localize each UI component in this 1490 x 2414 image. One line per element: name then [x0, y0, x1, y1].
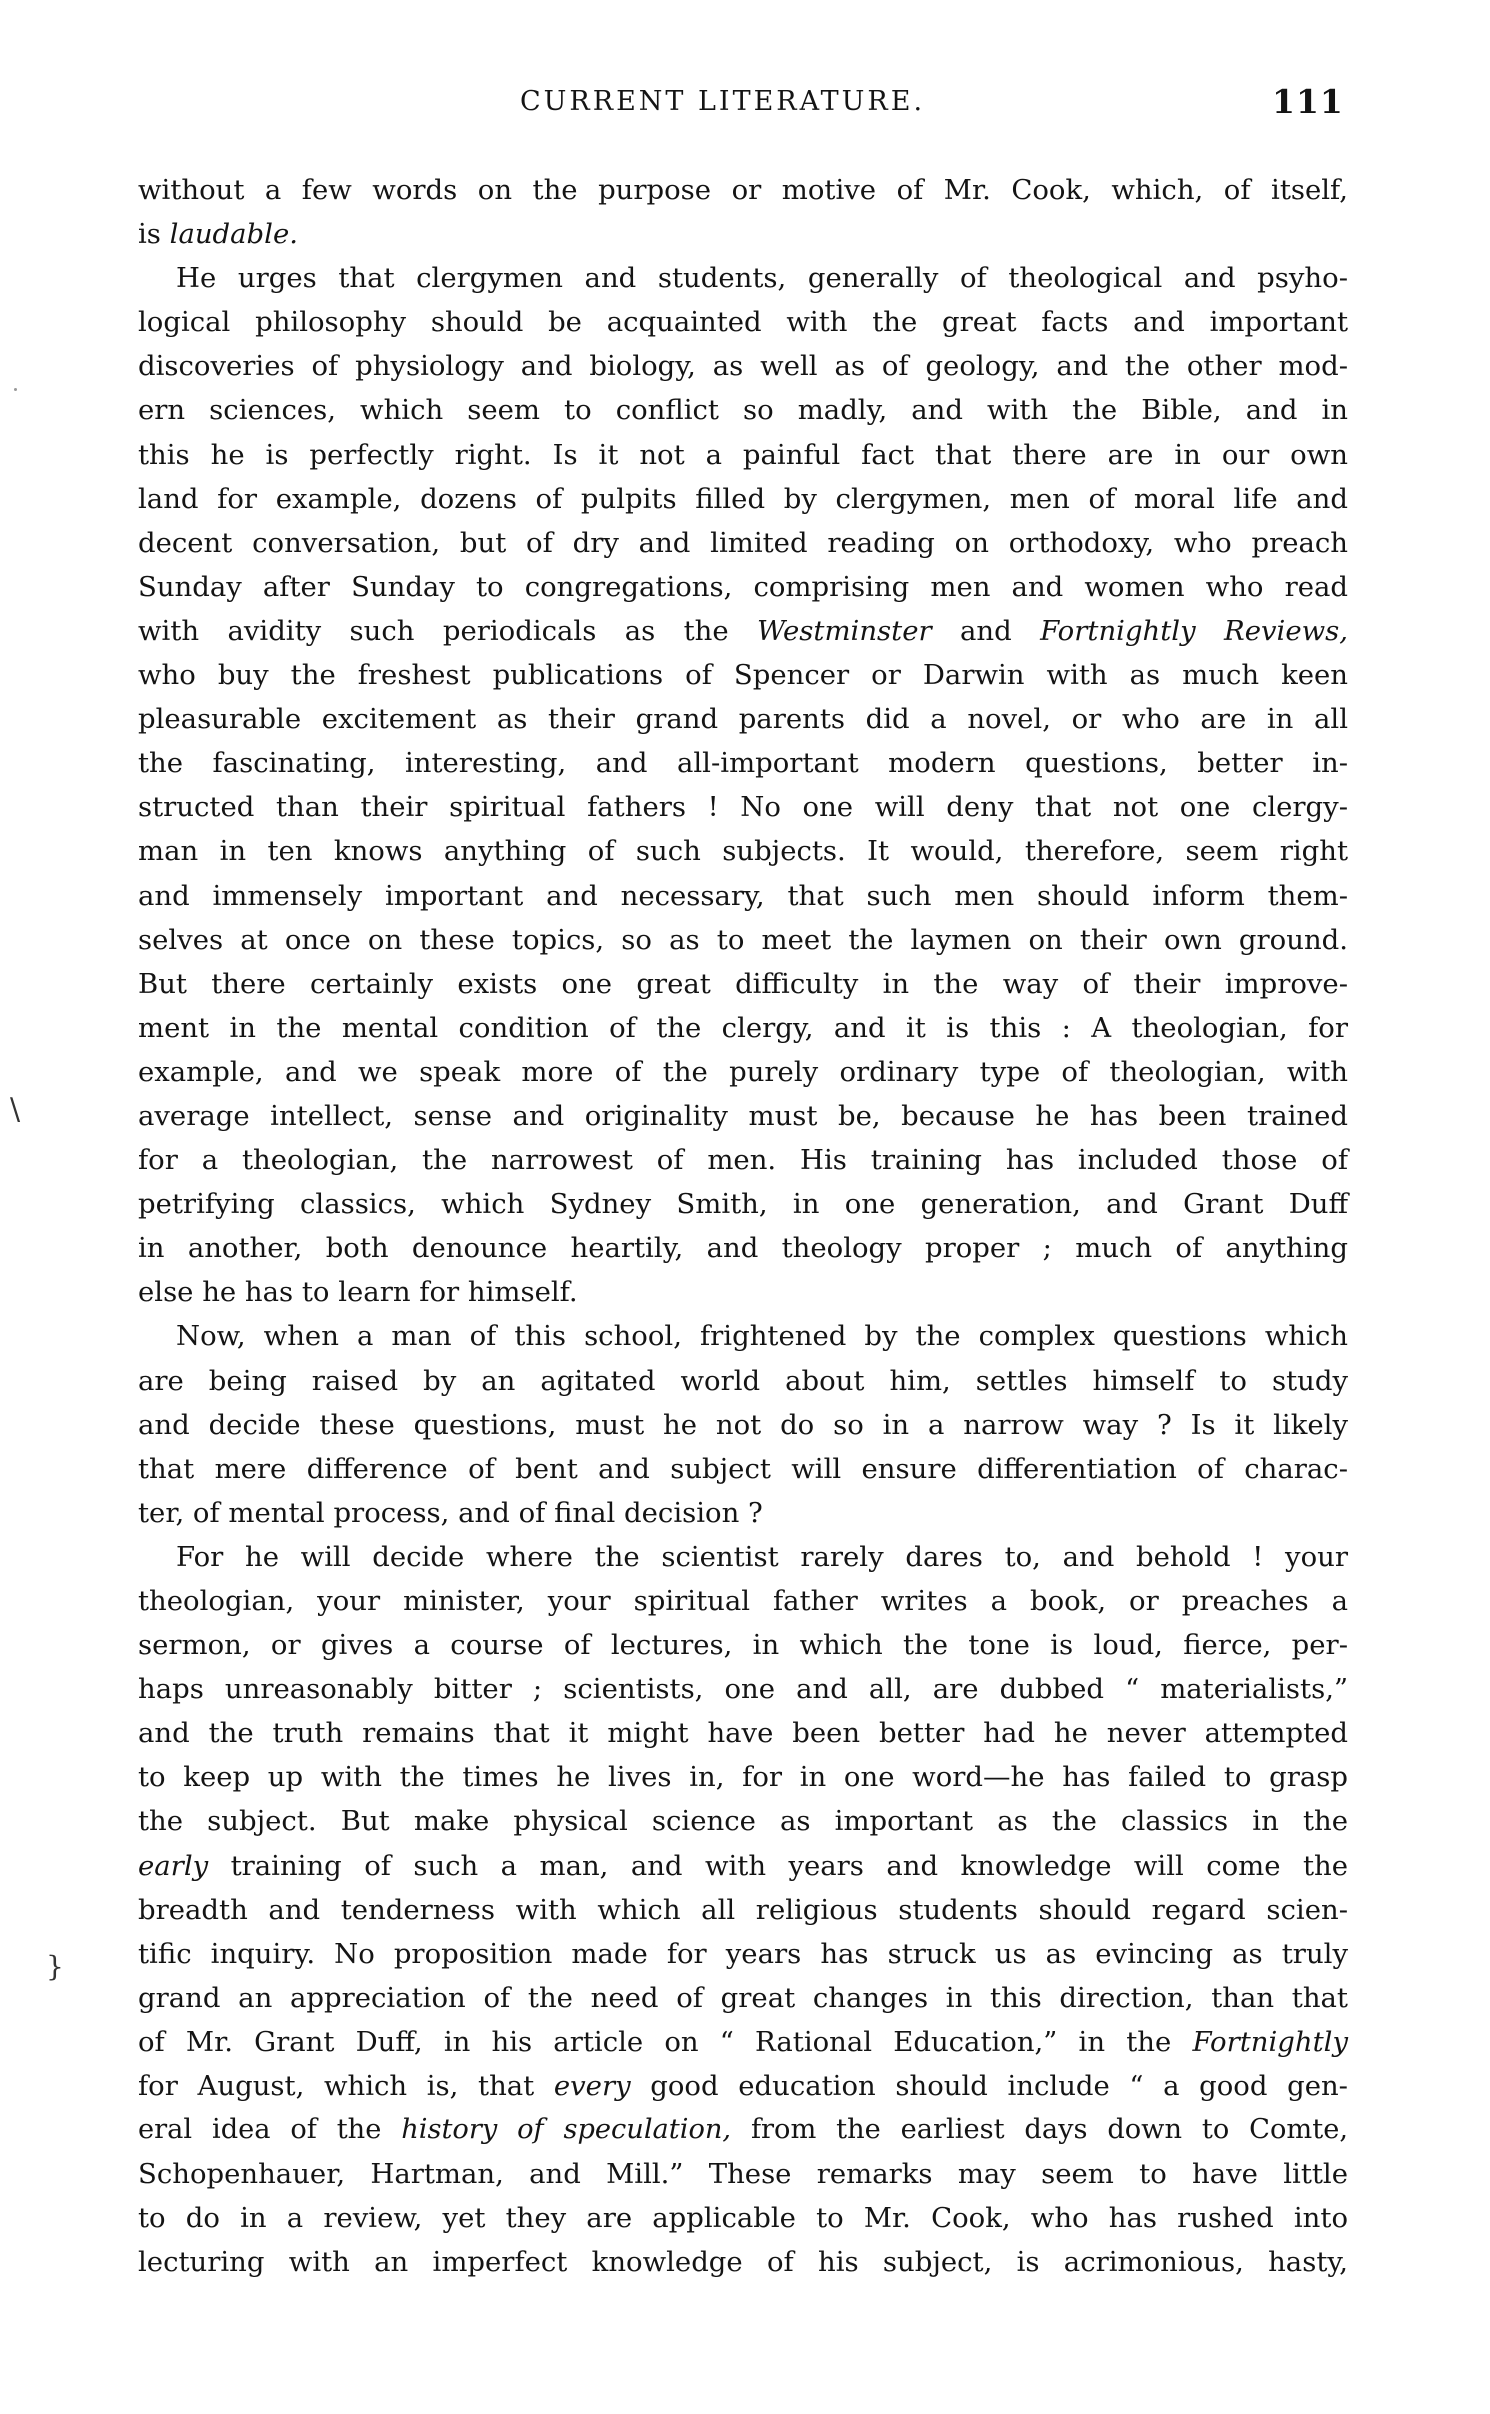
- italic-text: every: [553, 2070, 631, 2103]
- text-segment: without a few words on the purpose or motive of Mr. Cook, which, of itself,: [138, 174, 1348, 206]
- text-segment: pleasurable excitement as their grand parents did a novel, or who are in all: [138, 703, 1348, 736]
- text-line: [138, 1579, 1348, 1623]
- text-line: [138, 1050, 1348, 1094]
- text-segment: who buy the freshest publications of Spencer or Darwin with as much keen: [138, 659, 1348, 692]
- text-line: [138, 874, 1348, 918]
- text-segment: land for example, dozens of pulpits filled by clergymen, men of moral life and: [138, 482, 1348, 515]
- text-line: [138, 1623, 1348, 1667]
- text-segment: For he will decide where the scientist rarely dares to, and behold ! your: [176, 1540, 1348, 1573]
- text-line: [138, 918, 1348, 962]
- text-segment: grand an appreciation of the need of great changes in this direction, than that: [138, 1981, 1348, 2014]
- text-line: [138, 477, 1348, 521]
- text-line: [138, 1844, 1348, 1888]
- text-segment: else he has to learn for himself.: [138, 1276, 578, 1309]
- text-line: [138, 1888, 1348, 1932]
- text-line: [138, 1976, 1348, 2020]
- text-line: [138, 1755, 1348, 1799]
- text-segment: and the truth remains that it might have been better had he never attempted: [138, 1717, 1348, 1750]
- text-segment: that mere difference of bent and subject will ensure differentiation of charac-: [138, 1452, 1348, 1485]
- text-segment: and decide these questions, must he not do so in a narrow way ? Is it likely: [138, 1408, 1348, 1441]
- page-number: 111: [1272, 82, 1344, 121]
- text-segment: this he is perfectly right. Is it not a painful fact that there are in our own: [138, 438, 1348, 471]
- text-line: [138, 433, 1348, 477]
- text-segment: the subject. But make physical science as important as the classics in the: [138, 1805, 1348, 1838]
- text-segment: to do in a review, yet they are applicable to Mr. Cook, who has rushed into: [138, 2202, 1348, 2235]
- text-line: [138, 521, 1348, 565]
- text-line: [138, 1932, 1348, 1976]
- text-line: [138, 1270, 1348, 1314]
- text-segment: training of such a man, and with years and knowledge will come the: [208, 1849, 1348, 1882]
- text-line: [138, 785, 1348, 829]
- text-segment: theologian, your minister, your spiritual father writes a book, or preaches a: [138, 1585, 1348, 1617]
- margin-mark: }: [46, 1950, 64, 1983]
- text-segment: eral idea of the: [138, 2114, 402, 2146]
- text-line: [138, 1314, 1348, 1358]
- text-segment: But there certainly exists one great difficulty in the way of their improve-: [138, 967, 1348, 1000]
- text-segment: selves at once on these topics, so as to meet the laymen on their own ground.: [138, 923, 1348, 956]
- text-line: [138, 653, 1348, 697]
- text-segment: average intellect, sense and originality must be, because he has been trained: [138, 1099, 1348, 1132]
- text-line: [138, 168, 1348, 212]
- text-line: [138, 1138, 1348, 1182]
- text-line: [138, 1226, 1348, 1270]
- italic-text: Westminster: [757, 614, 932, 647]
- text-segment: is: [138, 218, 170, 251]
- text-segment: for August, which is, that: [138, 2070, 554, 2103]
- text-line: [138, 256, 1348, 300]
- text-segment: decent conversation, but of dry and limited reading on orthodoxy, who preach: [138, 526, 1348, 559]
- text-segment: He urges that clergymen and students, generally of theological and psyho-: [176, 262, 1348, 295]
- text-line: [138, 2240, 1348, 2284]
- margin-mark: \: [10, 1092, 21, 1127]
- text-segment: haps unreasonably bitter ; scientists, one and all, are dubbed “ materialists,”: [138, 1673, 1348, 1706]
- italic-text: history of speculation,: [401, 2114, 732, 2146]
- text-segment: logical philosophy should be acquainted with the great facts and important: [138, 306, 1348, 339]
- text-segment: good education should include “ a good gen-: [630, 2070, 1348, 2103]
- text-segment: with avidity such periodicals as the: [138, 614, 757, 647]
- text-line: [138, 1447, 1348, 1491]
- text-line: [138, 1006, 1348, 1050]
- text-segment: sermon, or gives a course of lectures, in which the tone is loud, fierce, per-: [138, 1629, 1348, 1662]
- italic-text: Fortnightly Reviews,: [1040, 614, 1348, 647]
- page-header: [0, 82, 1490, 126]
- text-segment: to keep up with the times he lives in, for in one word—he has failed to grasp: [138, 1761, 1348, 1794]
- text-segment: in another, both denounce heartily, and theology proper ; much of anything: [138, 1232, 1348, 1265]
- text-line: [138, 212, 1348, 256]
- text-line: [138, 344, 1348, 388]
- text-segment: of Mr. Grant Duff, in his article on “ Rational Education,” in the: [138, 2025, 1193, 2058]
- text-segment: the fascinating, interesting, and all-important modern questions, better in-: [138, 747, 1348, 780]
- text-line: [138, 2108, 1348, 2152]
- text-line: [138, 1182, 1348, 1226]
- text-line: [138, 1491, 1348, 1535]
- text-segment: ern sciences, which seem to conflict so madly, and with the Bible, and in: [138, 394, 1348, 427]
- text-line: [138, 829, 1348, 873]
- text-segment: for a theologian, the narrowest of men. His training has included those of: [138, 1144, 1348, 1177]
- text-line: [138, 1359, 1348, 1403]
- text-line: [138, 388, 1348, 432]
- body-text: [138, 168, 1348, 2285]
- text-segment: Sunday after Sunday to congregations, comprising men and women who read: [138, 570, 1348, 603]
- text-segment: from the earliest days down to Comte,: [731, 2114, 1348, 2146]
- text-segment: and: [931, 614, 1041, 647]
- text-line: [138, 697, 1348, 741]
- text-line: [138, 2064, 1348, 2108]
- italic-text: laudable.: [169, 218, 298, 251]
- text-line: [138, 300, 1348, 344]
- text-segment: tific inquiry. No proposition made for years has struck us as evincing as truly: [138, 1937, 1348, 1970]
- ink-speck: [14, 388, 17, 391]
- text-segment: are being raised by an agitated world about him, settles himself to study: [138, 1364, 1348, 1397]
- text-segment: Now, when a man of this school, frightened by the complex questions which: [176, 1320, 1348, 1353]
- text-line: [138, 962, 1348, 1006]
- text-line: [138, 1094, 1348, 1138]
- text-segment: structed than their spiritual fathers ! No one will deny that not one clergy-: [138, 791, 1348, 824]
- text-line: [138, 2196, 1348, 2240]
- text-line: [138, 1535, 1348, 1579]
- running-title: CURRENT LITERATURE.: [520, 86, 926, 117]
- text-segment: petrifying classics, which Sydney Smith, in one generation, and Grant Duff: [138, 1188, 1348, 1221]
- text-segment: breadth and tenderness with which all religious students should regard scien-: [138, 1893, 1348, 1926]
- text-segment: ter, of mental process, and of final decision ?: [138, 1496, 763, 1529]
- text-segment: example, and we speak more of the purely ordinary type of theologian, with: [138, 1055, 1348, 1088]
- italic-text: Fortnightly: [1192, 2025, 1348, 2058]
- text-line: [138, 2152, 1348, 2196]
- text-segment: Schopenhauer, Hartman, and Mill.” These remarks may seem to have little: [138, 2158, 1348, 2191]
- text-line: [138, 741, 1348, 785]
- text-segment: man in ten knows anything of such subjects. It would, therefore, seem right: [138, 835, 1348, 868]
- text-line: [138, 1799, 1348, 1843]
- text-segment: lecturing with an imperfect knowledge of his subject, is acrimonious, hasty,: [138, 2246, 1348, 2279]
- text-segment: discoveries of physiology and biology, as well as of geology, and the other mod-: [138, 350, 1348, 383]
- text-line: [138, 565, 1348, 609]
- text-line: [138, 1403, 1348, 1447]
- italic-text: early: [138, 1849, 209, 1882]
- text-line: [138, 1711, 1348, 1755]
- text-line: [138, 2020, 1348, 2064]
- text-line: [138, 1667, 1348, 1711]
- text-segment: ment in the mental condition of the clergy, and it is this : A theologian, for: [138, 1011, 1348, 1044]
- text-line: [138, 609, 1348, 653]
- text-segment: and immensely important and necessary, that such men should inform them-: [138, 879, 1348, 912]
